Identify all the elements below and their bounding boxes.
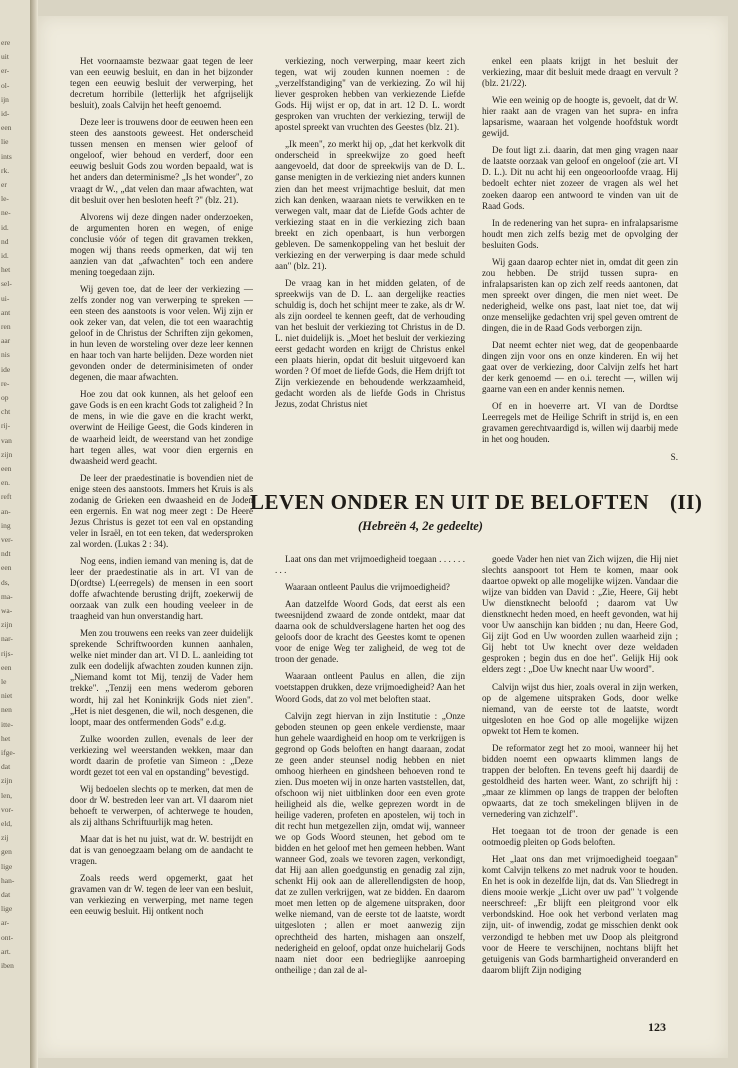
previous-page-fragment: le [1, 677, 7, 686]
previous-page-fragment: rk. [1, 165, 10, 175]
previous-page-fragment: ints [1, 151, 12, 161]
previous-page-fragment: zijn [1, 776, 13, 786]
paragraph: Wij bedoelen slechts op te merken, dat men de door dr W. bestreden leer van art. VI daarom niet behoeft te verwerpen, of achterwege te houden, als zij althans Schriftuurlijk mag heten. [70, 783, 253, 827]
previous-page-fragment: le- [1, 194, 9, 204]
previous-page-fragment: rijs- [1, 648, 14, 658]
previous-page-fragment: re- [1, 378, 10, 388]
previous-page-fragment: art. [1, 946, 11, 956]
previous-page-fragment: iben [1, 961, 14, 970]
previous-page-fragment: een [1, 563, 12, 573]
previous-page-fragment: uit [1, 52, 9, 62]
previous-page-fragment: een [1, 662, 12, 672]
previous-page-fragment: nd [1, 236, 9, 246]
paragraph: Laat ons dan met vrijmoedigheid toegaan . . . . . . . . . [275, 554, 465, 576]
previous-page-fragment: ren [1, 322, 11, 331]
previous-page-fragment: nen [1, 705, 12, 715]
article-number: (II) [670, 490, 703, 514]
previous-page-fragment: het [1, 733, 11, 743]
previous-page-fragment: gen [1, 847, 12, 857]
previous-page-fragment: ma- [1, 591, 13, 601]
previous-page-fragment: wa- [1, 606, 13, 615]
previous-page-fragment: lige [1, 904, 13, 914]
paragraph: Nog eens, indien iemand van mening is, dat de leer der praedestinatie als in art. VI van de D(ordtse) L(eerregels) de mensen in een soort doffe afwachtende berusting drijft, zoekerwij de oorzaak van zulk een houding veeleer in de traagheid van hun onverstandig hart. [70, 555, 253, 622]
paragraph: Dat neemt echter niet weg, dat de geopenbaarde dingen zijn voor ons en onze kinderen. En wij het gaat over de verkiezing, door Calvijn zelfs het hart der kerk genoemd — en o.i. terecht —, willen wij gaarne van een en ander kennis nemen. [482, 340, 678, 395]
column-3-bottom [482, 554, 678, 999]
previous-page-fragment: ds, [1, 577, 10, 587]
previous-page-fragment: ing [1, 520, 11, 530]
paragraph: De fout ligt z.i. daarin, dat men ging vragen naar de laatste oorzaak van geloof en ongeloof (zie art. VI D. L.). Dit nu acht hij een ongeoorloofde vraag. Hij bedoelt echter niet zozeer de vragen als wel het zoeken daarop een antwoord te vinden van uit de Raad Gods. [482, 145, 678, 211]
previous-page-fragment: ol- [1, 80, 10, 90]
paragraph: Wie een weinig op de hoogte is, gevoelt, dat dr W. hier raakt aan de vragen van het supra- en infra lapsarisme, waaraan het volgende hoofdstuk wordt gewijd. [482, 95, 678, 139]
previous-page-fragment: niet [1, 691, 13, 701]
page-number: 123 [648, 1020, 666, 1034]
paragraph: Waaraan ontleent Paulus die vrijmoedigheid? [285, 582, 450, 593]
paragraph: Of en in hoeverre art. VI van de Dordtse Leerregels met de Heilige Schrift in strijd is, en een gravamen gerechtvaardigd is, willen wij daarbij mede in het oog houden. [482, 401, 678, 445]
column-2-top [275, 56, 465, 461]
previous-page-fragment: ant [1, 307, 11, 317]
paragraph: In de redenering van het supra- en infralapsarisme houdt men zich zelfs bezig met de opvolging der besluiten Gods. [482, 217, 678, 250]
previous-page-fragment: ndt [1, 549, 11, 559]
book-gutter [30, 0, 38, 1068]
previous-page-fragment: een [1, 464, 12, 473]
previous-page-fragment: op [1, 393, 9, 402]
article-title-text: LEVEN ONDER EN UIT DE BELOFTEN [250, 490, 650, 514]
previous-page-fragment: lige [1, 861, 13, 871]
previous-page-fragment: id- [1, 109, 10, 118]
previous-page-fragment: ijn [1, 94, 9, 104]
previous-page-fragment: ont- [1, 932, 14, 942]
previous-page-fragment: ne- [1, 208, 11, 218]
previous-page-fragment: lie [1, 137, 9, 147]
paragraph: Maar dat is het nu juist, wat dr. W. bestrijdt en dat is van genoegzaam belang om de aandacht te vragen. [70, 834, 253, 867]
previous-page-fragment: len, [1, 790, 13, 800]
previous-page-fragment: ui- [1, 293, 10, 303]
paragraph: Wij gaan daarop echter niet in, omdat dit geen zin zou hebben. De strijd tussen supra- en infralapsaristen kan op zich zelf reeds aantonen, dat men spreekt over dingen, die men niet weet. De nederigheid, welke ons past, laat niet toe, dat wij onze menselijke gedachten vrij spel geven omtrent de dingen, die in de Raad Gods verborgen zijn. [482, 256, 678, 334]
paragraph: enkel een plaats krijgt in het besluit der verkiezing, maar dit besluit mede draagt en vervult ? (blz. 21/22). [482, 56, 678, 89]
previous-page-fragment: ere [1, 38, 11, 47]
previous-page-fragment: itte- [1, 719, 14, 729]
column-1 [70, 56, 253, 1016]
previous-page-fragment: reft [1, 492, 12, 502]
previous-page-fragment: id. [1, 222, 9, 232]
article-title [250, 490, 703, 515]
previous-page-edge [0, 0, 31, 1068]
paragraph: „Ik meen", zo merkt hij op, „dat het kerkvolk dit onderscheid in spreekwijze zo goed heeft aangevoeld, dat door de spreekwijs van de D. L. ganse menigten in de verkiezing niet anders kunnen zien dan het meest vrijmachtige besluit, dat men zich kan denken, waaraan niets te verwikken en te verwegen valt, maar dat de Liefde Gods achter de verkiezing staat en in die verkiezing zich baan breekt en zich openbaart, is hun verborgen gebleven. De samenkoppeling van het besluit der verkiezing en der verwerping is daar mede schuld aan" (blz. 21). [275, 139, 465, 271]
paragraph: De vraag kan in het midden gelaten, of de spreekwijs van de D. L. aan dergelijke reacties schuldig is, doch het schijnt meer te zake, als dr W. als zijn oordeel te kennen geeft, dat de verhouding van het besluit der verkiezing tot Christus in de D. L. niet duidelijk is. „Moet het besluit der verkiezing eerst gedacht worden en krijgt de Christus enkel een plaats hierin, opdat dit besluit uitgevoerd kan worden ? Of moet de liefde Gods, die Hem drijft tot Zijn verkiezende en behoudende werkzaamheid, gedacht worden als de liefde Gods in Christus Jezus, zodat Christus niet [275, 277, 465, 410]
paragraph: Calvijn wijst dus hier, zoals overal in zijn werken, op de algemene uitspraken Gods, door welke niemand, van de eerste tot de laatste, wordt uitgesloten en hoe God op alle mogelijke wijzen opwekt tot Hem te komen. [482, 681, 678, 736]
previous-page-fragment: ide [1, 364, 11, 374]
previous-page-fragment: dat [1, 890, 11, 899]
previous-page-fragment: eld, [1, 819, 13, 828]
magazine-page [38, 16, 728, 1058]
previous-page-fragment: er- [1, 66, 10, 76]
previous-page-fragment: nar- [1, 634, 13, 644]
paragraph: Hoe zou dat ook kunnen, als het geloof een gave Gods is en een kracht Gods tot zaligheid ? In de mens, in wie die gave en die kracht werkt, overwint de Heilige Geest, die Gods kinderen in de waarheid leidt, de weerstand van het zondige hart tegen alles, wat voor dien ergernis en dwaasheid werd geacht. [70, 389, 253, 466]
column-3-top [482, 56, 678, 461]
previous-page-fragment: cht [1, 407, 11, 417]
previous-page-fragment: id. [1, 251, 9, 260]
previous-page-fragment: het [1, 265, 11, 275]
paragraph: Wij geven toe, dat de leer der verkiezing — zelfs zonder nog van verwerping te spreken — een steen des aanstoots is voor velen. Wij zijn er ook zeker van, dat velen, die tot een waarachtig geloof in de Christus der Schriften zijn gekomen, in hun leven de worsteling over deze leer kennen en haar toch van harte belijden. Deze worden niet gevonden onder de determinisimeten of onder degenen, die maar afwachten. [70, 283, 253, 383]
paragraph: De reformator zegt het zo mooi, wanneer hij het bidden noemt een opwaarts klimmen langs de trappen der beloften. En tevens geeft hij daardij de gestoldheid des harten weer. Want, zo schrijft hij : „maar ze klimmen op langs de trappen der beloften opwaarts, dat ze toch smekelingen blijven in de vernedering van zichzelf". [482, 742, 678, 820]
previous-page-fragment: ver- [1, 535, 13, 544]
paragraph: Calvijn zegt hiervan in zijn Institutie : „Onze geboden steunen op geen enkele verdienste, maar hun gehele waardigheid en hoop om te verkrijgen is gegrond op Gods beloften en hangt daaraan, zodat ze geen ander steunsel nodig hebben en niet omhoog hierheen en gindsheen behoeven rond te zien. Dus moeten wij in onze harten vaststellen, dat, ofschoon wij niet uitblinken door een even grote heiligheid als die, welke geprezen wordt in de heilige vaderen, profeten en apostelen, wij toch in dit recht hun metgezellen zijn, omdat wij, wanneer we op Gods Woord steunen, het gebod om te bidden en het geloof met hen gemeen hebben. Want wanneer God, zoals we tevoren zagen, verkondigt, dat Hij aan allen goedgunstig en genadig zal zijn, schenkt Hij ook aan de allerellendigsten de hoop, dat ze zullen verkrijgen, wat ze bidden. En daarom moet men letten op de algemene uitspraken, door welke niemand, van de eerste tot de laatste, wordt uitgesloten ; allen er moet aanwezig zijn oprechtheid des harten, mishagen aan onszelf, nederigheid en geloof, opdat onze huichelarij Gods naam niet door een bedrieglijke aanroeping ontheilige ; dan zal de al- [275, 710, 465, 975]
previous-page-fragment: dat [1, 762, 11, 772]
previous-page-fragment: nis [1, 350, 10, 360]
article-subtitle: (Hebreën 4, 2e gedeelte) [358, 519, 483, 533]
previous-page-fragment: zijn [1, 620, 13, 630]
previous-page-fragment: an- [1, 506, 11, 516]
paragraph: Het toegaan tot de troon der genade is een ootmoedig pleiten op Gods beloften. [482, 826, 678, 848]
paragraph: Alvorens wij deze dingen nader onderzoeken, de argumenten horen en wegen, of enige conclusie vóór of tegen dit gravamen trekken, mogen wij thans reeds opmerken, dat wij ten aanzien van dat „afwachten" toch een andere mening toegedaan zijn. [70, 211, 253, 277]
previous-page-fragment: ar- [1, 918, 10, 928]
paragraph: Aan datzelfde Woord Gods, dat eerst als een tweesnijdend zwaard de zonde ontdekt, maar dat daarna ook de schuldverslagene harten het oog des geloofs door de kracht des Geestes komt te openen voor de enige Weg ter zaligheid, de weg tot de troon der genade. [275, 599, 465, 665]
paragraph: verkiezing, noch verwerping, maar keert zich tegen, wat wij zouden kunnen noemen : de „verzelfstandiging" van de verkiezing. Zo wil hij liever gesproken hebben van verkiezende Liefde Gods. Hij wijst er op, dat in art. 12 D. L. wordt gesproken van vruchten der verkiezing, terwijl de apostel spreekt van vruchten des Geestes (blz. 21). [275, 56, 465, 133]
paragraph: goede Vader hen niet van Zich wijzen, die Hij niet slechts aanspoort tot Hem te komen, maar ook daartoe opwekt op alle mogelijke wijzen. Vandaar die wijze van bidden van David : „Zie, Heere, Gij hebt Uw dienstknecht beloofd ; daarom vat Uw dienstknecht heden moed, en heeft gevonden, wat hij voor Uw aanschijn kan bidden ; nu dan, Heere God, Gij zijt God en Uw woorden zullen waarheid zijn ; Gij hebt tot Uw knecht over deze weldaden gesproken ; begin dus en doe het". Gelijk Hij ook elders zegt : „Doe Uw knecht naar Uw woord". [482, 554, 678, 675]
previous-page-fragment: een [1, 123, 12, 133]
paragraph: Deze leer is trouwens door de eeuwen heen een steen des aanstoots geweest. Het onderscheid tussen mensen en mensen wier geloof of ongeloof, wier behoud en verderf, door een eeuwig besluit Gods zou worden bepaald, wat is het anders dan determinisme? „Is het wonder", zo vraagt dr W., „dat velen dan maar afwachten, wat dit besluit over hen besloten heeft ?" (blz. 21). [70, 117, 253, 205]
paragraph: Waaraan ontleent Paulus en allen, die zijn voetstappen drukken, deze vrijmoedigheid? Aan het Woord Gods, dat zo vol met beloften staat. [275, 671, 465, 704]
previous-page-fragment: van [1, 435, 12, 445]
paragraph: Het voornaamste bezwaar gaat tegen de leer van een eeuwig besluit, en dan in het bijzonder tegen een eeuwig besluit der verwerping, het decretum horribile (letterlijk het afgrijselijk besluit), zoals Calvijn het heeft genoemd. [70, 56, 253, 111]
previous-page-fragment: aar [1, 336, 11, 346]
previous-page-fragment: han- [1, 875, 15, 885]
previous-page-fragment: sel- [1, 279, 12, 289]
paragraph: Het „laat ons dan met vrijmoedigheid toegaan" komt Calvijn telkens zo met nadruk voor te houden. En het is ook in dezelfde lijn, dat ds. Van Sliedregt in diens mooie werkje „Licht over uw pad" 't volgende neerschreef: „Er blijft een pleitgrond voor elk verbondskind. Hoe ook het verbond verlaten mag zijn, uit- of inwendig, zodat ge misschien denkt ook verzondigd te hebben met uw Doop als pleitgrond voor de Heere te verschijnen, nochtans blijft het getuigenis van Gods barmhartigheid onveranderd en daarom blijft Zijn nodiging [482, 854, 678, 975]
previous-page-fragment: en. [1, 478, 10, 488]
column-2-bottom [275, 554, 465, 1034]
previous-page-fragment: vor- [1, 804, 14, 814]
paragraph: De leer der praedestinatie is bovendien niet de enige steen des aanstoots. Immers het Kruis is als zodanig de Grieken een dwaasheid en de Joden een ergernis. En wat nog meer zegt : De Heere Jezus Christus is gezet tot een val en opstanding veler in Israël, en tot een teken, dat wedersproken zal worden. (Lukas 2 : 34). [70, 472, 253, 549]
paragraph: Men zou trouwens een reeks van zeer duidelijk sprekende Schriftwoorden kunnen aanhalen, welke niet minder dan art. VI D. L. aanleiding tot zulk een dodelijk afwachten zouden kunnen zijn. „Niemand komt tot Mij, tenzij de Vader hem trekke". „Tenzij een mens wederom geboren wordt, hij zal het Koninkrijk Gods niet zien". „Het is niet desgenen, die wil, noch desgenen, die loopt, maar des ontfermenden Gods" e.d.g. [70, 628, 253, 727]
author-signature: S. [670, 451, 678, 461]
paragraph: Zoals reeds werd opgemerkt, gaat het gravamen van dr W. tegen de leer van een besluit, van verkiezing en verwerping, met name tegen een eeuwig besluit. Hij ontkent noch [70, 873, 253, 917]
previous-page-fragment: zijn [1, 449, 13, 459]
previous-page-fragment: rij- [1, 421, 11, 431]
paragraph: Zulke woorden zullen, evenals de leer der verkiezing wel weerstanden wekken, maar dan wordt daarin de profetie van Simeon : „Deze wordt gezet tot een val en opstanding" bevestigd. [70, 733, 253, 777]
previous-page-fragment: ifge- [1, 748, 16, 757]
previous-page-fragment: zij [1, 833, 9, 843]
previous-page-fragment: er [1, 180, 7, 189]
